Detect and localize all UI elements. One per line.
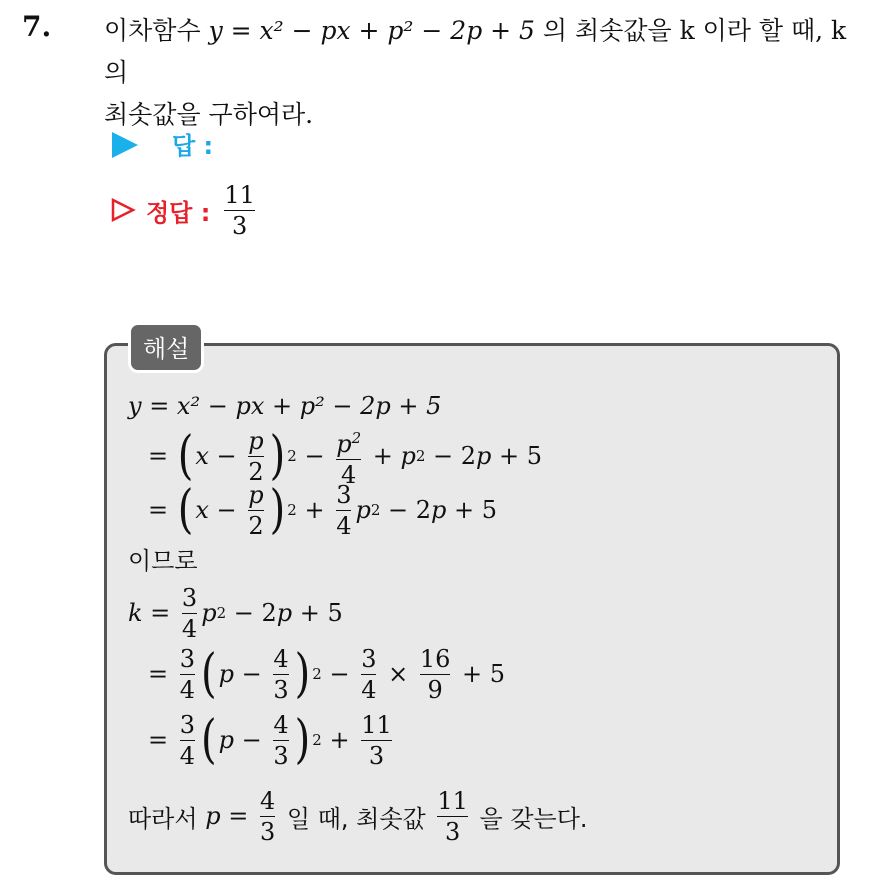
question-text-pre: 이차함수 bbox=[104, 16, 201, 45]
correct-denominator: 3 bbox=[231, 211, 248, 240]
answer-label: 답 : bbox=[172, 132, 214, 160]
correct-label: 정답 : bbox=[146, 198, 211, 227]
question-text-line2: 최솟값을 구하여라. bbox=[104, 100, 314, 129]
answer-arrow-icon bbox=[112, 132, 138, 158]
solution-connector: 이므로 bbox=[128, 546, 198, 575]
solution-conclusion: 따라서 p = $\frac{4}{3}$ 일 때, 최솟값 $\frac{11}{3}$ 을 갖는다. bbox=[128, 786, 588, 846]
correct-numerator: 11 bbox=[224, 180, 255, 209]
question-equation: y = x² − px + p² − 2p + 5 bbox=[208, 16, 535, 45]
solution-line-2: = ( x − $\frac{p}{2}$ ) 2 − $\frac{p^2}{4}$ + p 2 − 2 p + 5 bbox=[148, 426, 543, 489]
question-number: 7. bbox=[22, 10, 52, 43]
solution-tag: 해설 bbox=[128, 322, 204, 373]
solution-line-5: = $\frac{3}{4}$ ( p − $\frac{4}{3}$ ) 2 − $\frac{3}{4}$ × $\frac{16}{9}$ + 5 bbox=[148, 644, 506, 704]
question-text bbox=[104, 10, 874, 136]
correct-arrow-icon bbox=[110, 197, 136, 223]
correct-value bbox=[224, 182, 255, 239]
solution-line-4: k = $\frac{3}{4}$ p 2 − 2 p + 5 bbox=[128, 583, 343, 643]
question-text-post: 의 최솟값을 k 이라 할 때, k 의 bbox=[104, 16, 847, 87]
correct-answer-row bbox=[110, 180, 259, 240]
solution-line-1: y = x² − px + p² − 2p + 5 bbox=[128, 392, 442, 420]
solution-line-3: = ( x − $\frac{p}{2}$ ) 2 + $\frac{3}{4}$ p 2 − 2 p + 5 bbox=[148, 480, 498, 540]
solution-line-6: = $\frac{3}{4}$ ( p − $\frac{4}{3}$ ) 2 + $\frac{11}{3}$ bbox=[148, 710, 392, 770]
